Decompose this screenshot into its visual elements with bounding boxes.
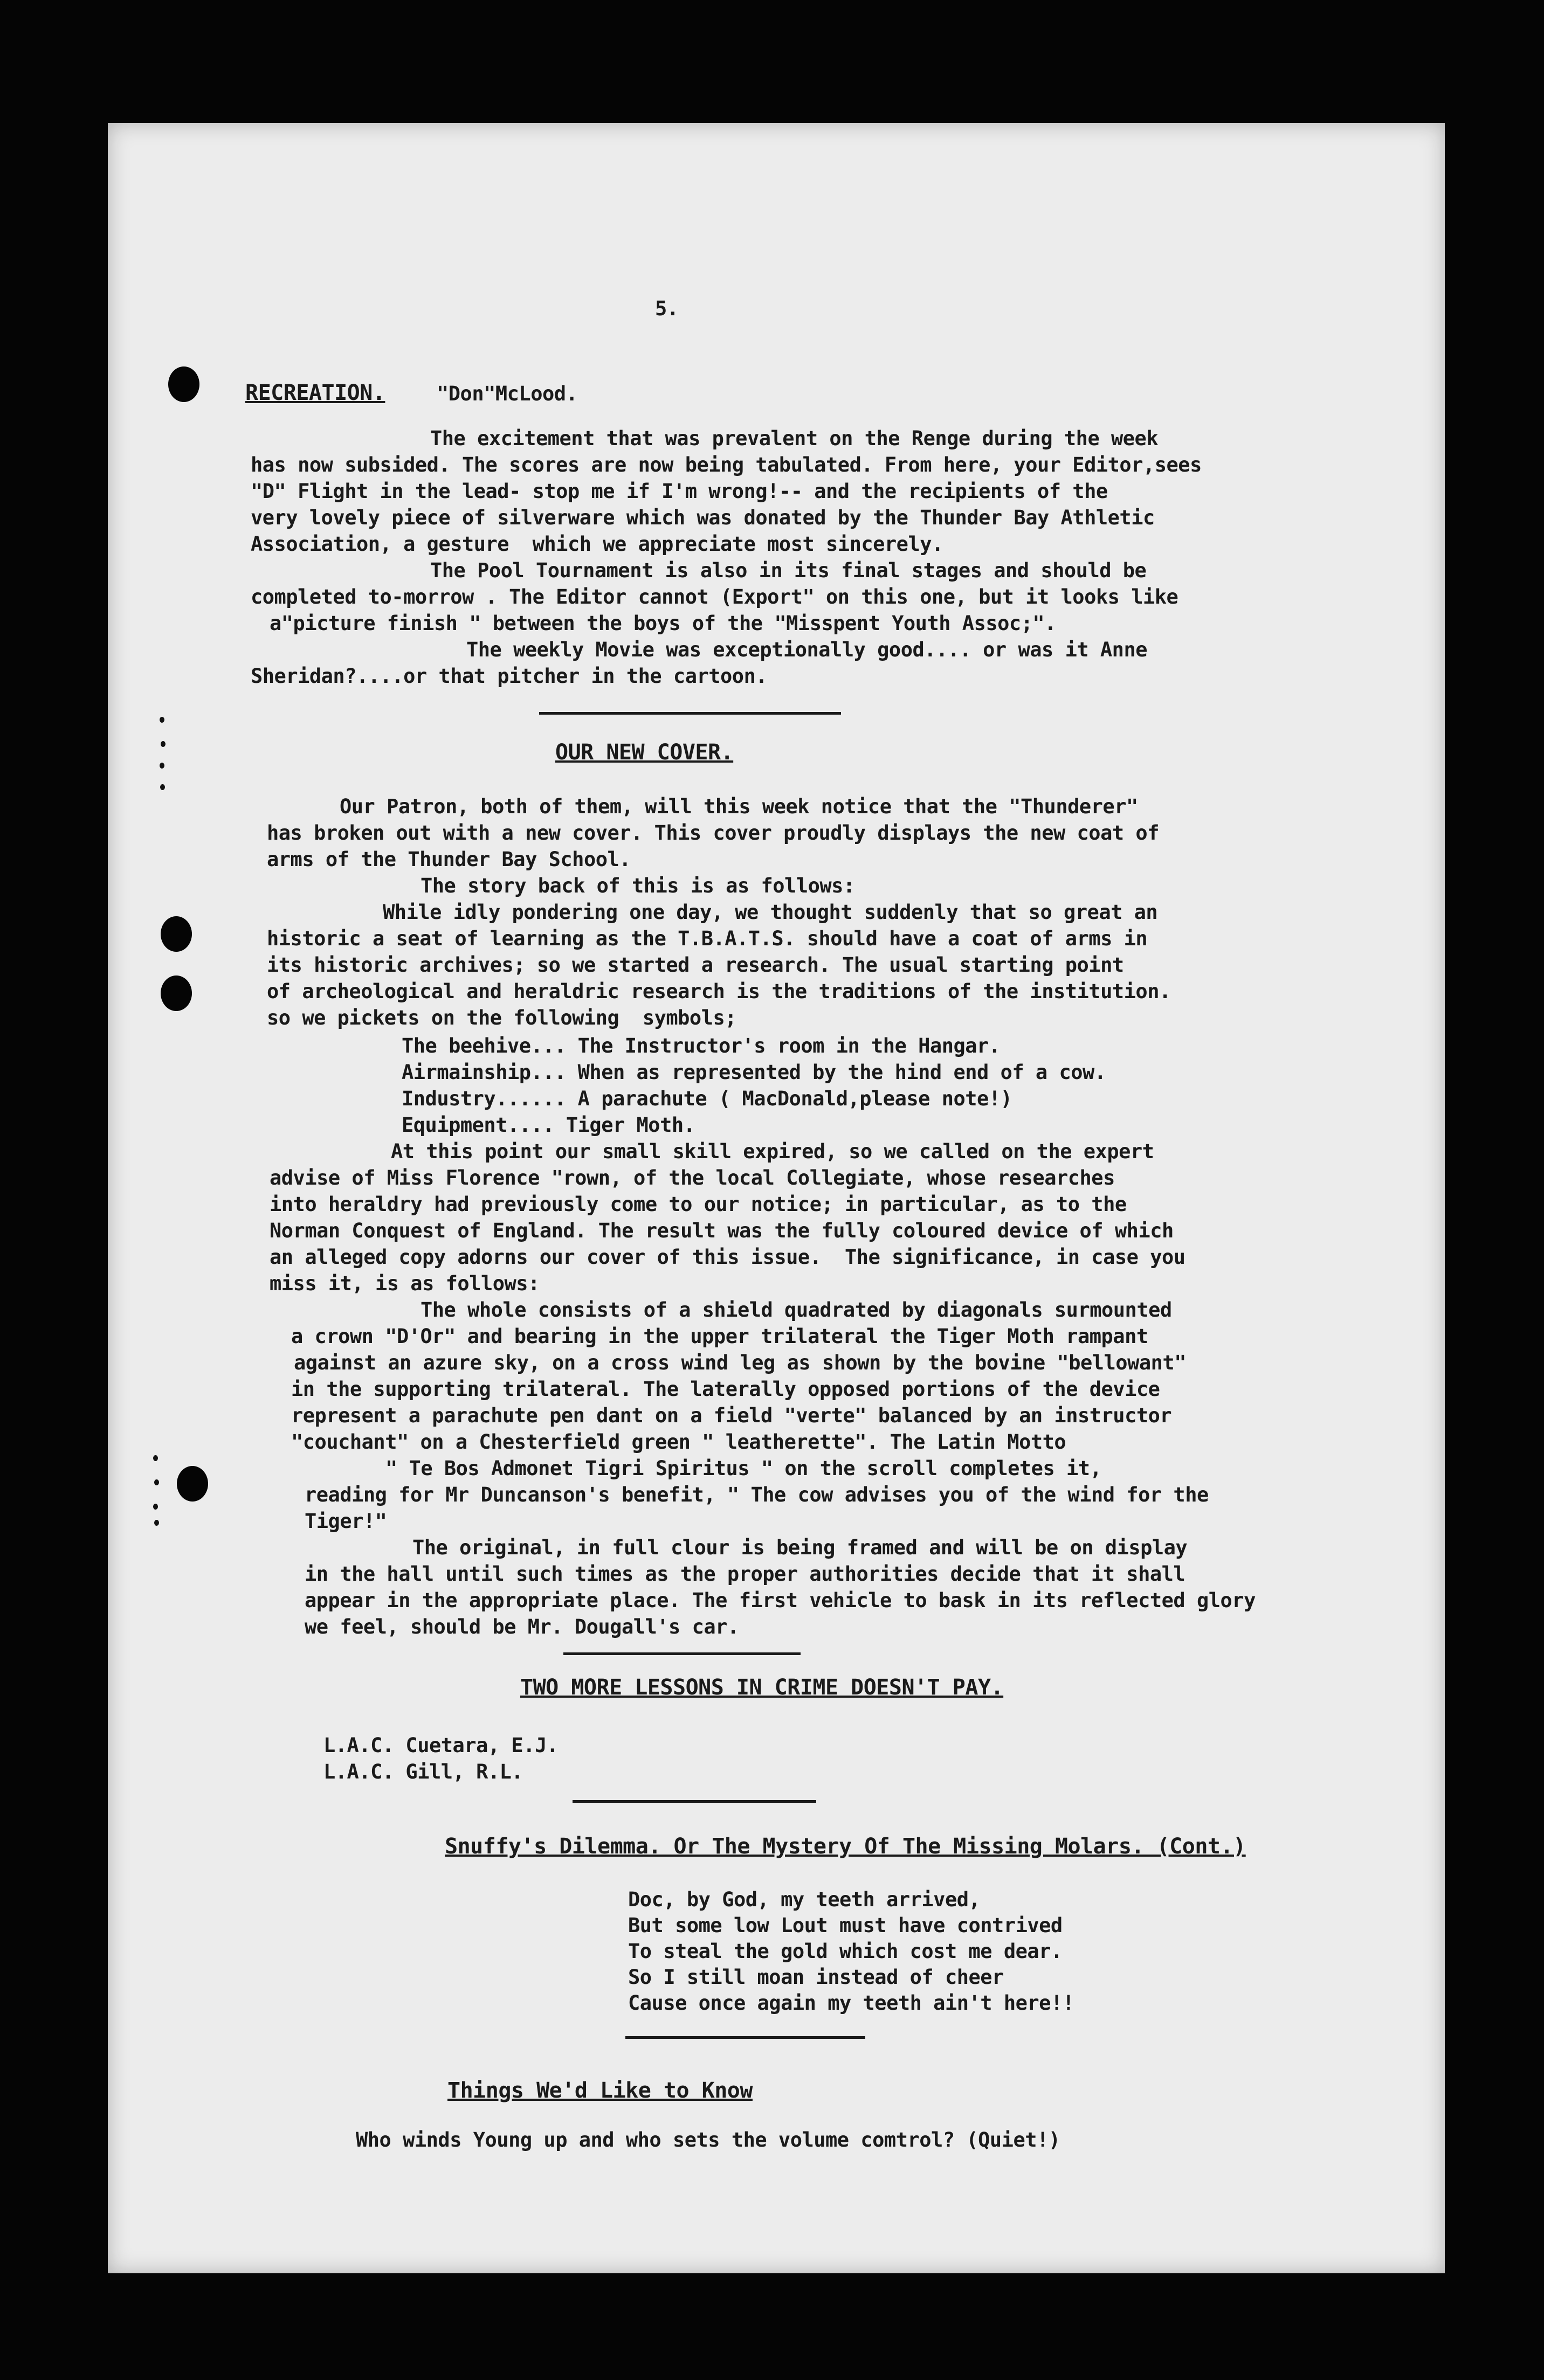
poem-line: But some low Lout must have contrived: [628, 1914, 1063, 1937]
text-line: "couchant" on a Chesterfield green " leatherette". The Latin Motto: [291, 1430, 1066, 1454]
page-number: 5.: [655, 297, 679, 320]
text-line: against an azure sky, on a cross wind leg as shown by the bovine "bellowant": [294, 1351, 1186, 1374]
margin-mark: [153, 1504, 158, 1510]
poem-line: Doc, by God, my teeth arrived,: [628, 1888, 981, 1911]
snuffy-heading: Snuffy's Dilemma. Or The Mystery Of The Missing Molars. (Cont.): [445, 1834, 1246, 1859]
poem-line: So I still moan instead of cheer: [628, 1966, 1004, 1989]
text-line: Association, a gesture which we appreciate most sincerely.: [251, 532, 943, 556]
typewritten-page: [108, 123, 1445, 2273]
text-line: Tiger!": [305, 1510, 387, 1533]
text-line: represent a parachute pen dant on a field "verte" balanced by an instructor: [291, 1404, 1172, 1427]
text-line: While idly pondering one day, we thought suddenly that so great an: [383, 901, 1158, 924]
text-line: completed to-morrow . The Editor cannot (Export" on this one, but it looks like: [251, 585, 1178, 608]
text-line: Our Patron, both of them, will this week notice that the "Thunderer": [340, 795, 1138, 818]
binder-hole: [161, 975, 192, 1011]
text-line: The story back of this is as follows:: [421, 874, 855, 897]
crime-heading: TWO MORE LESSONS IN CRIME DOESN'T PAY.: [520, 1675, 1004, 1700]
text-line: Industry...... A parachute ( MacDonald,please note!): [402, 1087, 1012, 1110]
things-line: Who winds Young up and who sets the volume comtrol? (Quiet!): [356, 2128, 1060, 2151]
text-line: The excitement that was prevalent on the Renge during the week: [430, 427, 1159, 450]
recreation-heading: RECREATION.: [245, 380, 385, 405]
text-line: we feel, should be Mr. Dougall's car.: [305, 1615, 739, 1638]
text-line: in the hall until such times as the proper authorities decide that it shall: [305, 1562, 1185, 1586]
text-line: reading for Mr Duncanson's benefit, " The cow advises you of the wind for the: [305, 1483, 1209, 1506]
text-line: The whole consists of a shield quadrated by diagonals surmounted: [421, 1298, 1172, 1322]
text-line: arms of the Thunder Bay School.: [267, 848, 631, 871]
text-line: The weekly Movie was exceptionally good.... or was it Anne: [466, 638, 1148, 661]
text-line: has now subsided. The scores are now being tabulated. From here, your Editor,sees: [251, 453, 1202, 476]
text-line: miss it, is as follows:: [270, 1272, 540, 1295]
text-line: Equipment.... Tiger Moth.: [402, 1113, 695, 1137]
section-divider: [563, 1652, 801, 1655]
margin-mark: [161, 741, 166, 747]
poem-line: Cause once again my teeth ain't here!!: [628, 1991, 1074, 2015]
text-line: " Te Bos Admonet Tigri Spiritus " on the scroll completes it,: [385, 1457, 1102, 1480]
margin-mark: [154, 1520, 159, 1526]
text-line: a crown "D'Or" and bearing in the upper trilateral the Tiger Moth rampant: [291, 1325, 1148, 1348]
crime-name: L.A.C. Cuetara, E.J.: [323, 1734, 559, 1757]
margin-mark: [154, 1479, 159, 1485]
poem-line: To steal the gold which cost me dear.: [628, 1940, 1063, 1963]
text-line: Airmainship... When as represented by the hind end of a cow.: [402, 1061, 1106, 1084]
text-line: At this point our small skill expired, so we called on the expert: [391, 1140, 1154, 1163]
margin-mark: [160, 717, 164, 723]
section-divider: [573, 1800, 816, 1803]
text-line: advise of Miss Florence "rown, of the local Collegiate, whose researches: [270, 1166, 1115, 1189]
text-line: The Pool Tournament is also in its final stages and should be: [430, 559, 1147, 582]
text-line: The original, in full clour is being framed and will be on display: [412, 1536, 1188, 1559]
text-line: Sheridan?....or that pitcher in the cartoon.: [251, 665, 768, 688]
text-line: The beehive... The Instructor's room in the Hangar.: [402, 1034, 1001, 1057]
section-divider: [539, 712, 841, 715]
binder-hole: [161, 916, 192, 952]
recreation-byline: "Don"McLood.: [437, 382, 578, 405]
text-line: its historic archives; so we started a research. The usual starting point: [267, 953, 1124, 977]
section-divider: [625, 2036, 865, 2039]
text-line: a"picture finish " between the boys of the "Misspent Youth Assoc;".: [270, 612, 1056, 635]
text-line: of archeological and heraldric research is the traditions of the institution.: [267, 980, 1171, 1003]
text-line: into heraldry had previously come to our notice; in particular, as to the: [270, 1193, 1127, 1216]
margin-mark: [160, 763, 164, 769]
margin-mark: [153, 1455, 158, 1461]
binder-hole: [168, 366, 199, 402]
text-line: so we pickets on the following symbols;: [267, 1006, 737, 1029]
text-line: historic a seat of learning as the T.B.A.T.S. should have a coat of arms in: [267, 927, 1148, 950]
text-line: appear in the appropriate place. The first vehicle to bask in its reflected glory: [305, 1589, 1256, 1612]
text-line: Norman Conquest of England. The result was the fully coloured device of which: [270, 1219, 1174, 1242]
things-heading: Things We'd Like to Know: [447, 2078, 753, 2103]
text-line: very lovely piece of silverware which was donated by the Thunder Bay Athletic: [251, 506, 1155, 529]
text-line: in the supporting trilateral. The laterally opposed portions of the device: [291, 1378, 1160, 1401]
crime-name: L.A.C. Gill, R.L.: [323, 1760, 523, 1783]
new-cover-heading: OUR NEW COVER.: [555, 740, 734, 765]
text-line: an alleged copy adorns our cover of this issue. The significance, in case you: [270, 1246, 1185, 1269]
text-line: has broken out with a new cover. This cover proudly displays the new coat of: [267, 821, 1159, 845]
margin-mark: [160, 784, 165, 790]
text-line: "D" Flight in the lead- stop me if I'm wrong!-- and the recipients of the: [251, 480, 1108, 503]
binder-hole: [177, 1466, 208, 1502]
